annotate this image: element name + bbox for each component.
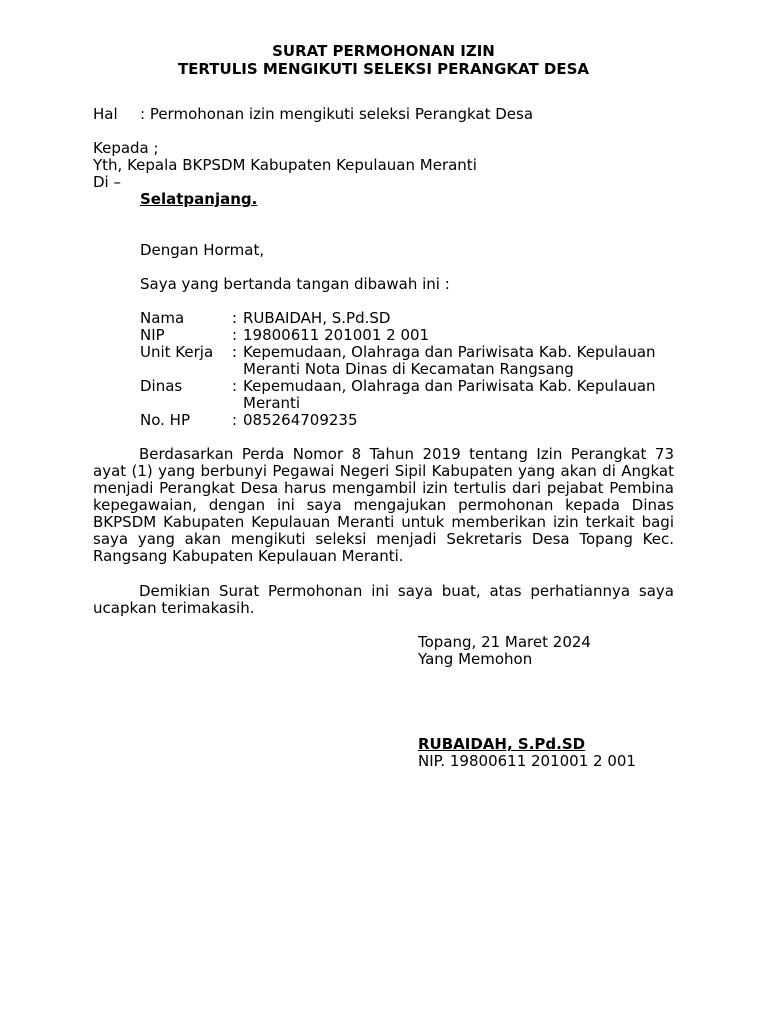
letter-title-line-2: TERTULIS MENGIKUTI SELEKSI PERANGKAT DESA bbox=[177, 60, 590, 78]
subject-value: : Permohonan izin mengikuti seleksi Perangkat Desa bbox=[140, 105, 534, 123]
signature-role: Yang Memohon bbox=[418, 650, 533, 668]
field-value-unit-kerja-line-1: Kepemudaan, Olahraga dan Pariwisata Kab. Kepulauan bbox=[243, 343, 656, 361]
field-colon: : bbox=[232, 343, 238, 361]
closing-paragraph-text: Demikian Surat Permohonan ini saya buat, atas perhatiannya saya ucapkan terimakasih. bbox=[93, 582, 674, 617]
field-label-nama: Nama bbox=[140, 309, 185, 327]
field-value-nip: 19800611 201001 2 001 bbox=[243, 326, 430, 344]
addressee-name: Yth, Kepala BKPSDM Kabupaten Kepulauan Meranti bbox=[93, 156, 477, 174]
subject-label: Hal bbox=[93, 105, 118, 123]
field-label-no-hp: No. HP bbox=[140, 411, 190, 429]
field-label-dinas: Dinas bbox=[140, 377, 183, 395]
field-value-dinas-line-1: Kepemudaan, Olahraga dan Pariwisata Kab. Kepulauan bbox=[243, 377, 656, 395]
field-value-no-hp: 085264709235 bbox=[243, 411, 358, 429]
letter-title-line-1: SURAT PERMOHONAN IZIN bbox=[272, 42, 495, 60]
field-colon: : bbox=[232, 377, 238, 395]
body-paragraph bbox=[93, 446, 674, 565]
signature-place-date: Topang, 21 Maret 2024 bbox=[418, 633, 591, 651]
field-colon: : bbox=[232, 309, 238, 327]
addressee-di: Di – bbox=[93, 173, 121, 191]
addressee-place: Selatpanjang. bbox=[140, 190, 258, 208]
field-colon: : bbox=[232, 411, 238, 429]
addressee-heading: Kepada ; bbox=[93, 139, 159, 157]
signature-name: RUBAIDAH, S.Pd.SD bbox=[418, 735, 586, 753]
field-colon: : bbox=[232, 326, 238, 344]
field-value-nama: RUBAIDAH, S.Pd.SD bbox=[243, 309, 391, 327]
field-label-nip: NIP bbox=[140, 326, 165, 344]
field-value-unit-kerja-line-2: Meranti Nota Dinas di Kecamatan Rangsang bbox=[243, 360, 574, 378]
closing-paragraph bbox=[93, 583, 674, 617]
field-label-unit-kerja: Unit Kerja bbox=[140, 343, 214, 361]
greeting: Dengan Hormat, bbox=[140, 241, 265, 259]
signature-nip: NIP. 19800611 201001 2 001 bbox=[418, 752, 636, 770]
intro-sentence: Saya yang bertanda tangan dibawah ini : bbox=[140, 275, 450, 293]
body-paragraph-text: Berdasarkan Perda Nomor 8 Tahun 2019 tentang Izin Perangkat 73 ayat (1) yang berbunyi Pegawai Negeri Sipil Kabupaten yang akan di Angkat menjadi Perangkat Desa harus mengambil izin tertulis dari pejabat Pembina kepegawaian, dengan ini saya mengajukan permohonan kepada Dinas BKPSDM Kabupaten Kepulauan Meranti untuk memberikan izin terkait bagi saya yang akan mengikuti seleksi menjadi Sekretaris Desa Topang Kec. Rangsang Kabupaten Kepulauan Meranti. bbox=[93, 445, 674, 565]
field-value-dinas-line-2: Meranti bbox=[243, 394, 301, 412]
